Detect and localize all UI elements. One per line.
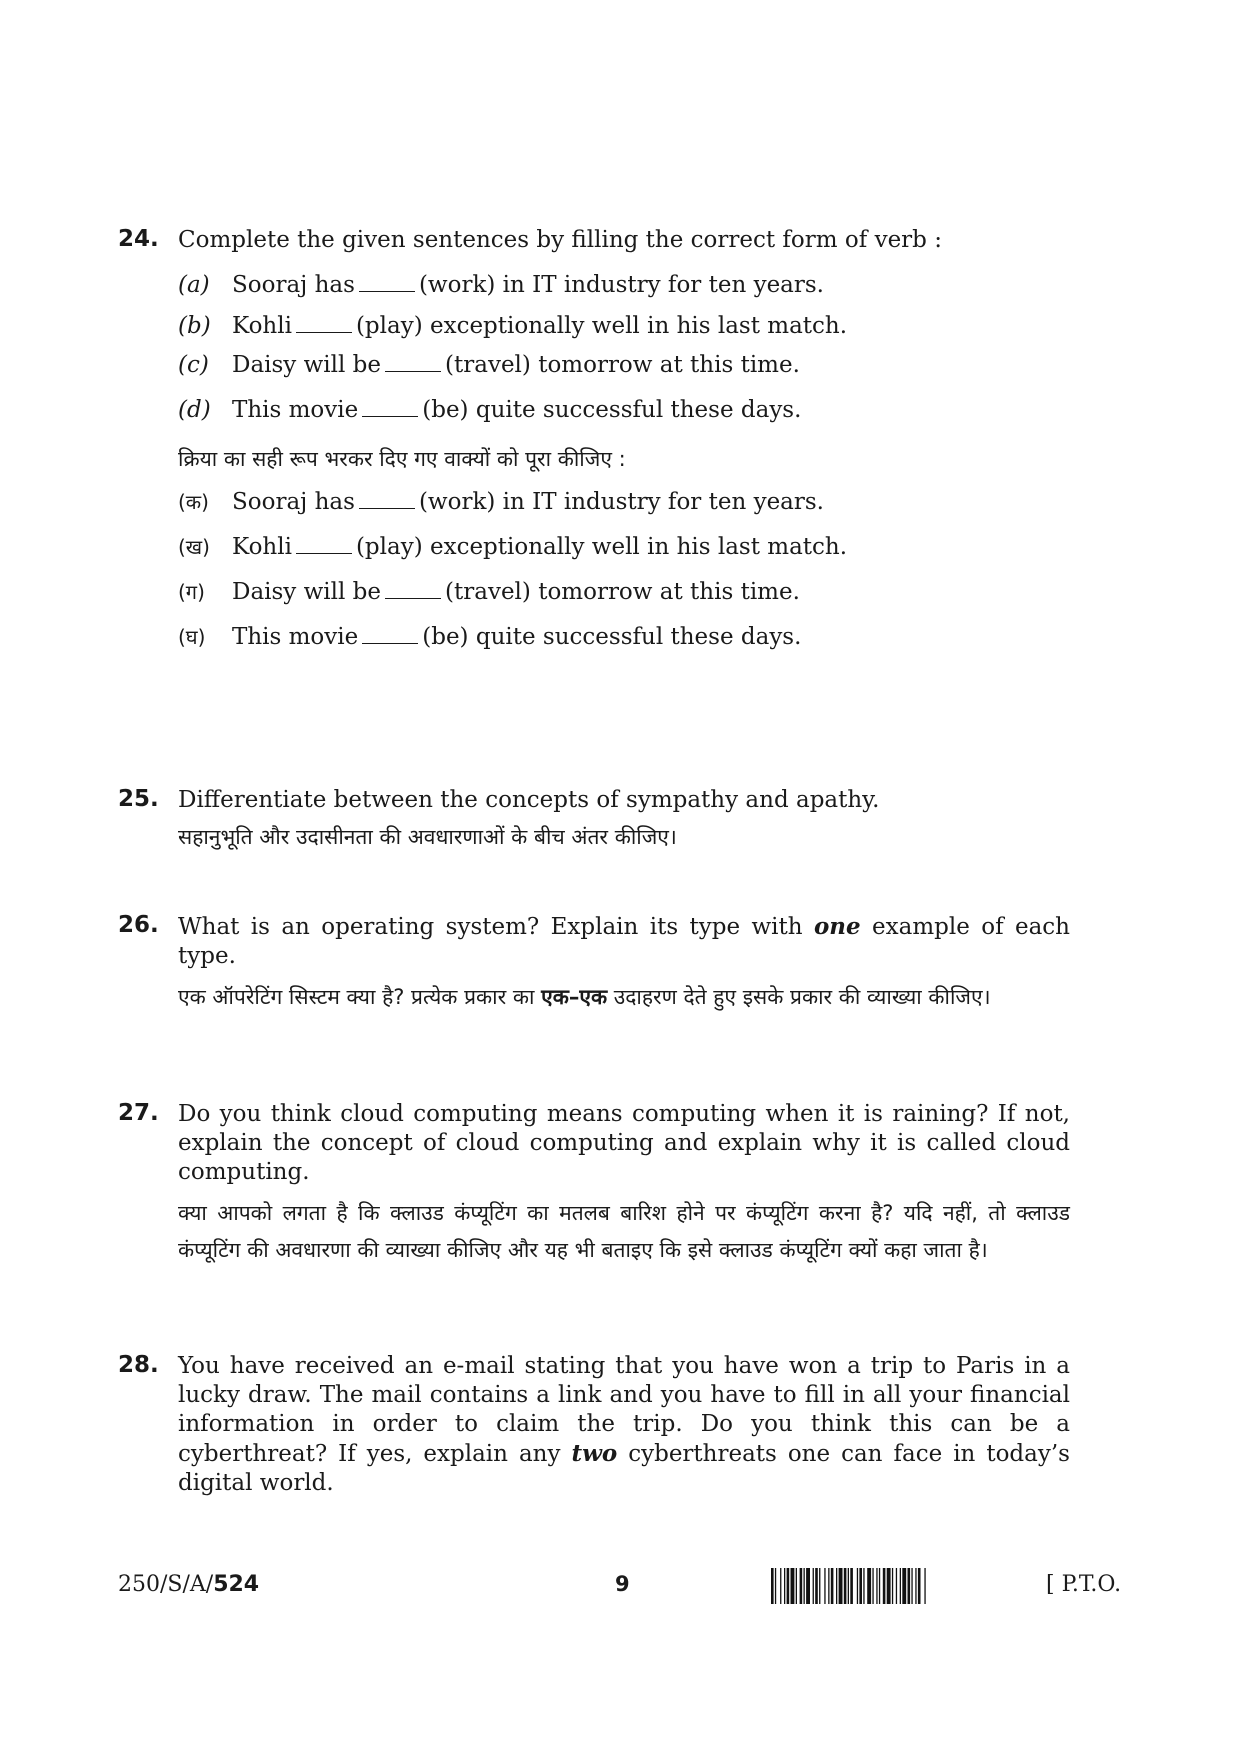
barcode-bar — [859, 1568, 862, 1604]
blank-line — [359, 490, 415, 509]
option-text-after: (play) exceptionally well in his last match. — [355, 534, 848, 560]
barcode-bar — [839, 1568, 843, 1604]
question-number: 25. — [118, 786, 159, 812]
blank-line — [296, 535, 352, 554]
code-prefix: 250/S/A/ — [118, 1572, 214, 1597]
barcode-bar — [800, 1568, 803, 1604]
barcode-bar — [900, 1568, 901, 1604]
text-part: example of each type. — [178, 914, 1070, 969]
page-number: 9 — [615, 1572, 630, 1596]
barcode-bar — [872, 1568, 873, 1604]
blank-line — [385, 353, 441, 372]
barcode-bar — [911, 1568, 912, 1604]
option-d — [178, 396, 1070, 425]
pto-label: [ P.T.O. — [1046, 1572, 1122, 1597]
question-text-hindi: क्रिया का सही रूप भरकर दिए गए वाक्यों को पूरा कीजिए : — [178, 447, 626, 471]
option-label: (a) — [178, 272, 210, 298]
text-part: एक ऑपरेटिंग सिस्टम क्या है? प्रत्येक प्रकार का — [178, 985, 542, 1009]
question-text: Differentiate between the concepts of sympathy and apathy. — [178, 787, 880, 813]
emphasis: एक–एक — [541, 985, 608, 1009]
paper-code — [118, 1572, 259, 1597]
barcode-bar — [836, 1568, 837, 1604]
barcode-bar — [848, 1568, 849, 1604]
barcode-bar — [924, 1568, 925, 1604]
blank-line — [359, 273, 415, 292]
blank-line — [362, 398, 418, 417]
option-text-before: Kohli — [232, 313, 292, 339]
option-text-after: (play) exceptionally well in his last match. — [355, 313, 848, 339]
barcode-bar — [780, 1568, 781, 1604]
barcode-bar — [863, 1568, 864, 1604]
barcode-bar — [787, 1568, 790, 1604]
option-label: (b) — [178, 313, 211, 339]
barcode-bar — [771, 1568, 774, 1604]
barcode-bar — [867, 1568, 871, 1604]
question-text-hindi — [178, 979, 1070, 1016]
barcode-bar — [784, 1568, 785, 1604]
option-text-after: (travel) tomorrow at this time. — [445, 579, 800, 605]
question-26 — [118, 912, 1070, 1016]
barcode-bar — [806, 1568, 810, 1604]
emphasis: one — [813, 913, 861, 940]
barcode-bar — [791, 1568, 795, 1604]
barcode-bar — [876, 1568, 877, 1604]
option-label: (c) — [178, 352, 209, 378]
option-text-before: This movie — [232, 397, 359, 423]
option-label: (क) — [178, 490, 209, 514]
question-28 — [118, 1352, 1070, 1498]
question-text: Complete the given sentences by filling the correct form of verb : — [178, 227, 942, 253]
barcode-bar — [915, 1568, 916, 1604]
barcode-bar — [796, 1568, 797, 1604]
question-text-hindi: क्या आपको लगता है कि क्लाउड कंप्यूटिंग का मतलब बारिश होने पर कंप्यूटिंग करना है? यदि नहीं, तो क्लाउड कंप्यूटिंग की अवधारणा की व्याख्या कीजिए और यह भी बताइए कि इसे क्लाउड कंप्यूटिंग क्यों कहा जाता है। — [178, 1201, 1070, 1262]
option-text-after: (work) in IT industry for ten years. — [418, 489, 824, 515]
question-number: 28. — [118, 1352, 159, 1378]
option-text-after: (be) quite successful these days. — [422, 397, 802, 423]
question-27 — [118, 1100, 1070, 1269]
barcode-bar — [850, 1568, 853, 1604]
option-ga — [178, 578, 1070, 607]
barcode-bar — [844, 1568, 847, 1604]
barcode-bar — [775, 1568, 776, 1604]
blank-line — [385, 580, 441, 599]
option-label: (घ) — [178, 625, 206, 649]
question-text: Do you think cloud computing means computing when it is raining? If not, explain the concept of cloud computing and explain why it is called cloud computing. — [178, 1101, 1070, 1185]
option-kha — [178, 533, 1070, 562]
option-a — [178, 271, 1070, 300]
option-text-after: (travel) tomorrow at this time. — [445, 352, 800, 378]
barcode-bar — [879, 1568, 880, 1604]
question-number: 24. — [118, 226, 159, 252]
code-number: 524 — [213, 1572, 260, 1597]
barcode-bar — [883, 1568, 886, 1604]
barcode-bar — [815, 1568, 818, 1604]
barcode-bar — [902, 1568, 906, 1604]
text-part: cyberthreats one can face in today’s digital world. — [178, 1441, 1070, 1496]
question-number: 27. — [118, 1100, 159, 1126]
option-text-after: (work) in IT industry for ten years. — [418, 272, 824, 298]
question-text — [178, 1352, 1070, 1498]
barcode-bar — [896, 1568, 897, 1604]
option-gha — [178, 623, 1070, 652]
barcode-bar — [908, 1568, 911, 1604]
question-25 — [118, 786, 1070, 856]
option-b — [178, 312, 1070, 341]
question-24 — [118, 226, 1070, 652]
emphasis: two — [571, 1440, 618, 1467]
option-label: (ख) — [178, 535, 210, 559]
option-text-before: Daisy will be — [232, 579, 382, 605]
text-part: You have received an e-mail stating that you have won a trip to Paris in a lucky draw. The mail contains a link and you have to fill in all your financial information in order to claim the trip. Do you think this can be a cyberthreat? If yes, explain any — [178, 1353, 1070, 1467]
option-text-before: Daisy will be — [232, 352, 382, 378]
barcode-bar — [828, 1568, 829, 1604]
option-ka — [178, 488, 1070, 517]
question-text — [178, 912, 1070, 971]
option-text-before: Sooraj has — [232, 489, 355, 515]
option-text-before: This movie — [232, 624, 359, 650]
barcode-bar — [813, 1568, 814, 1604]
barcode-bar — [892, 1568, 893, 1604]
blank-line — [296, 314, 352, 333]
barcode-bar — [887, 1568, 891, 1604]
question-text-hindi: सहानुभूति और उदासीनता की अवधारणाओं के बीच अंतर कीजिए। — [178, 825, 677, 849]
text-part: What is an operating system? Explain its type with — [178, 914, 814, 940]
barcode-bar — [831, 1568, 834, 1604]
barcode-bar — [918, 1568, 921, 1604]
text-part: उदाहरण देते हुए इसके प्रकार की व्याख्या कीजिए। — [607, 985, 991, 1009]
barcode-bar — [804, 1568, 805, 1604]
barcode-bar — [819, 1568, 820, 1604]
page-footer — [118, 1566, 1128, 1606]
option-text-after: (be) quite successful these days. — [422, 624, 802, 650]
option-label: (d) — [178, 397, 211, 423]
option-text-before: Kohli — [232, 534, 292, 560]
option-label: (ग) — [178, 580, 205, 604]
option-text-before: Sooraj has — [232, 272, 355, 298]
blank-line — [362, 625, 418, 644]
barcode-bar — [857, 1568, 858, 1604]
barcode — [771, 1568, 1029, 1604]
option-c — [178, 351, 1070, 380]
question-number: 26. — [118, 912, 159, 938]
barcode-bar — [824, 1568, 825, 1604]
